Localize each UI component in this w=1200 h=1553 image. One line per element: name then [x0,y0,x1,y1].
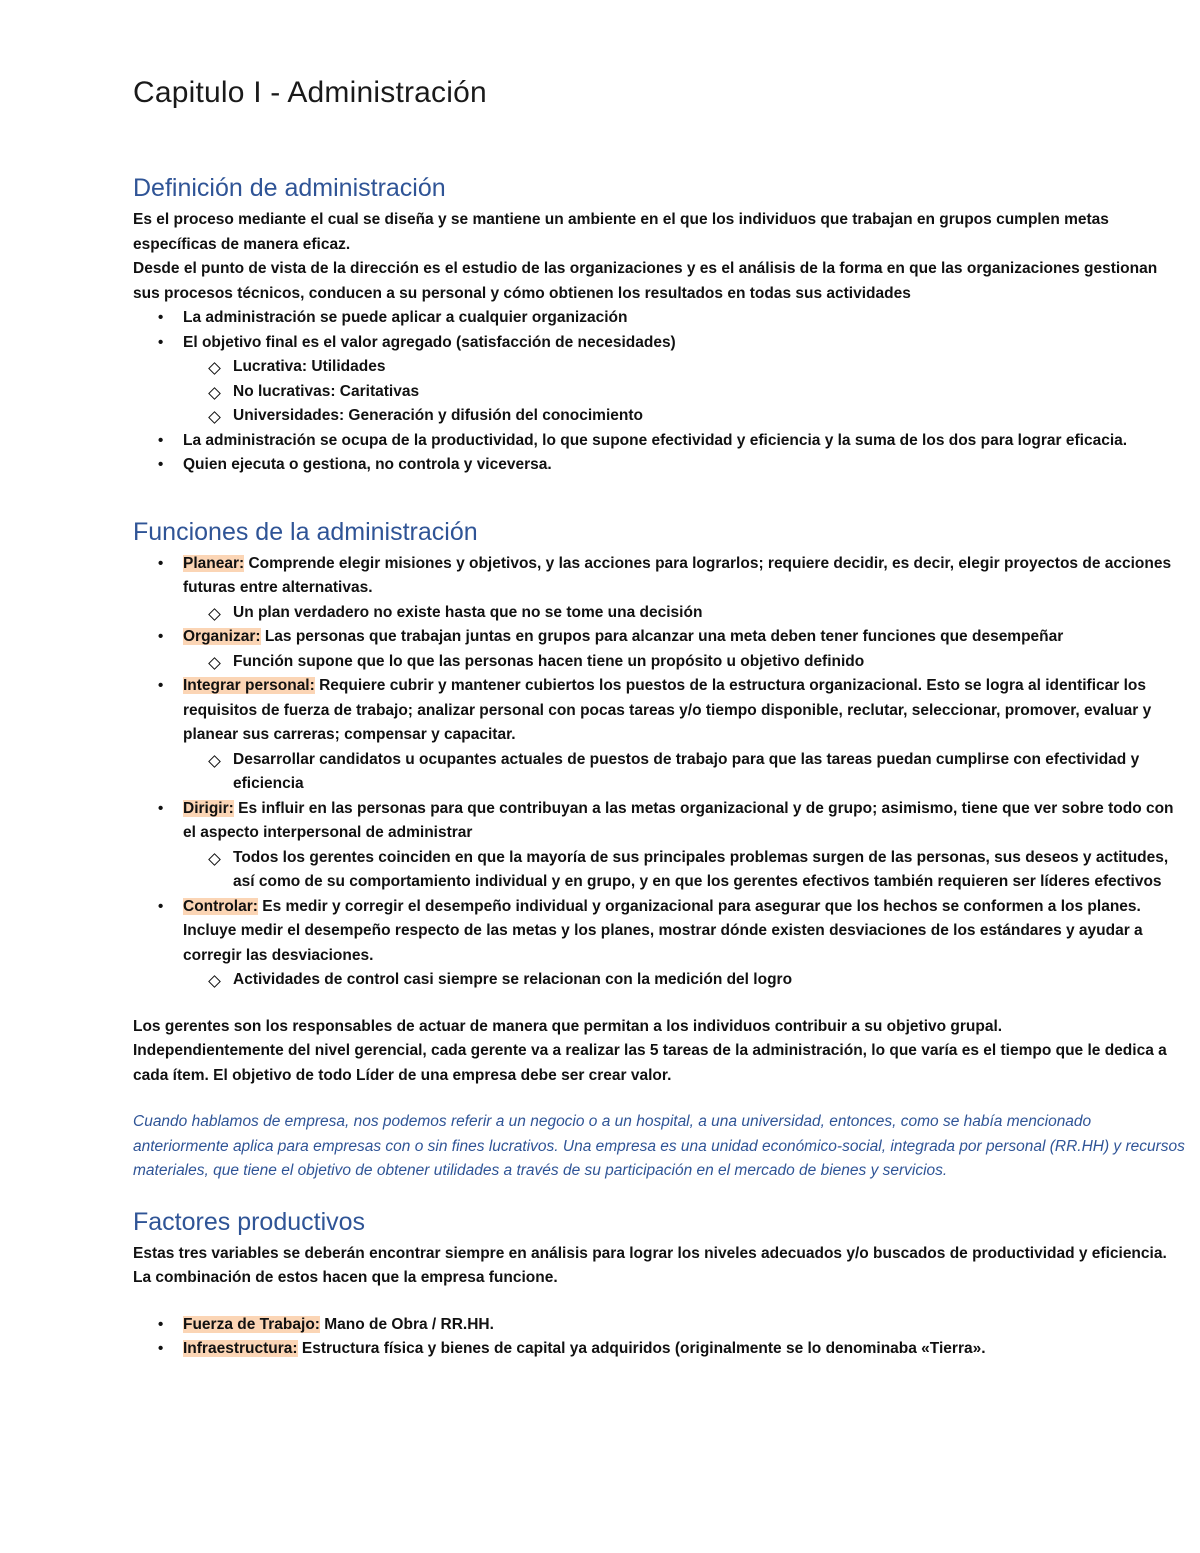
paragraph: Desde el punto de vista de la dirección es el estudio de las organizaciones y es el análisis de la forma en que las organizaciones gestionan sus procesos técnicos, conducen a su personal y cómo obtienen los resultados en todas sus actividades [133,260,1158,302]
list-item: • Quien ejecuta o gestiona, no controla y viceversa. [133,453,1186,478]
paragraph: Los gerentes son los responsables de actuar de manera que permitan a los individuos contribuir a su objetivo grupal. [133,1017,1003,1035]
highlight-label: Organizar: [183,628,261,645]
highlight-label: Planear: [183,554,245,572]
paragraph: Estas tres variables se deberán encontrar siempre en análisis para lograr los niveles adecuados y/o buscados de productividad y eficiencia. La combinación de estos hacen que la empresa funcione. [133,1244,1167,1286]
sub-list-item: No lucrativas: Caritativas [183,380,1186,405]
list-item-infraestructura [133,1337,1186,1362]
sub-list [183,650,1186,675]
list-item-text: Es medir y corregir el desempeño individual y organizacional para asegurar que los hechos se conformen a los planes. Incluye medir el desempeño respecto de las metas y los planes, mostrar dónde existen desviaciones de los estándares y ayudar a corregir las desviaciones. [183,897,1143,964]
sub-list-item: Actividades de control casi siempre se relacionan con la medición del logro [183,968,1186,993]
sub-list [183,846,1186,895]
bullet-list [133,552,1186,993]
list-item-fuerza [133,1313,1186,1338]
page-title: Capitulo I - Administración [133,76,487,109]
section-heading-definicion: Definición de administración [133,174,446,202]
list-item-text: Estructura física y bienes de capital ya adquiridos (originalmente se lo denominaba «Tierra». [297,1340,986,1357]
list-item-text: Es influir en las personas para que contribuyan a las metas organizacional y de grupo; asimismo, tiene que ver sobre todo con el aspecto interpersonal de administrar [183,799,1174,841]
sub-list [183,355,1186,429]
list-item-text: Mano de Obra / RR.HH. [319,1315,494,1333]
list-item: • La administración se ocupa de la productividad, lo que supone efectividad y eficiencia y la suma de los dos para lograr eficacia. [133,429,1186,454]
highlight-label: Integrar personal: [183,677,315,694]
list-item-text: Requiere cubrir y mantener cubiertos los puestos de la estructura organizacional. Esto se logra al identificar los requisitos de fuerza de trabajo; analizar personal con pocas tareas y/o tiempo disponible, reclutar, seleccionar, promover, evaluar y planear sus carreras; compensar y capacitar. [183,677,1152,743]
list-item: • La administración se puede aplicar a cualquier organización [133,306,1186,331]
section-heading-funciones: Funciones de la administración [133,517,478,546]
list-item-integrar [133,674,1186,797]
sub-list-item: Todos los gerentes coinciden en que la mayoría de sus principales problemas surgen de las personas, sus deseos y actitudes, así como de su comportamiento individual y en grupo, y en que los gerentes efectivos también requieren ser líderes efectivos [183,846,1186,895]
sub-list-item: Un plan verdadero no existe hasta que no se tome una decisión [183,601,1186,626]
highlight-label: Fuerza de Trabajo: [183,1315,320,1333]
list-item-dirigir [133,797,1186,895]
list-item-text: Comprende elegir misiones y objetivos, y las acciones para lograrlos; requiere decidir, es decir, elegir proyectos de acciones futuras entre alternativas. [183,554,1172,596]
paragraph: Independientemente del nivel gerencial, cada gerente va a realizar las 5 tareas de la administración, lo que varía es el tiempo que le dedica a cada ítem. El objetivo de todo Líder de una empresa debe ser crear valor. [133,1042,1167,1084]
highlight-label: Infraestructura: [183,1340,298,1357]
paragraph: Es el proceso mediante el cual se diseña y se mantiene un ambiente en el que los individuos que trabajan en grupos cumplen metas específicas de manera eficaz. [133,211,1109,253]
highlight-label: Controlar: [183,897,258,915]
sub-list-item: Desarrollar candidatos u ocupantes actuales de puestos de trabajo para que las tareas puedan cumplirse con efectividad y eficiencia [183,748,1186,797]
list-item-organizar [133,625,1186,674]
sub-list-item: Función supone que lo que las personas hacen tiene un propósito u objetivo definido [183,650,1186,675]
highlight-label: Dirigir: [183,799,234,817]
italic-note: Cuando hablamos de empresa, nos podemos referir a un negocio o a un hospital, a una universidad, entonces, como se había mencionado anteriormente aplica para empresas con o sin fines lucrativos. Una empresa es una unidad económico-social, integrada por personal (RR.HH) y recursos materiales, que tiene el objetivo de obtener utilidades a través de su participación en el mercado de bienes y servicios. [133,1113,1185,1179]
sub-list-item: Universidades: Generación y difusión del conocimiento [183,404,1186,429]
section-heading-factores: Factores productivos [133,1207,366,1236]
list-item-text: El objetivo final es el valor agregado (satisfacción de necesidades) [183,333,676,351]
bullet-list [133,306,1186,478]
sub-list [183,968,1186,993]
list-item [133,331,1186,429]
sub-list-item: Lucrativa: Utilidades [183,355,1186,380]
list-item-controlar [133,895,1186,993]
sub-list [183,748,1186,797]
sub-list [183,601,1186,626]
bullet-list [133,1313,1186,1362]
list-item-planear [133,552,1186,626]
list-item-text: Las personas que trabajan juntas en grupos para alcanzar una meta deben tener funciones que desempeñar [260,628,1064,645]
